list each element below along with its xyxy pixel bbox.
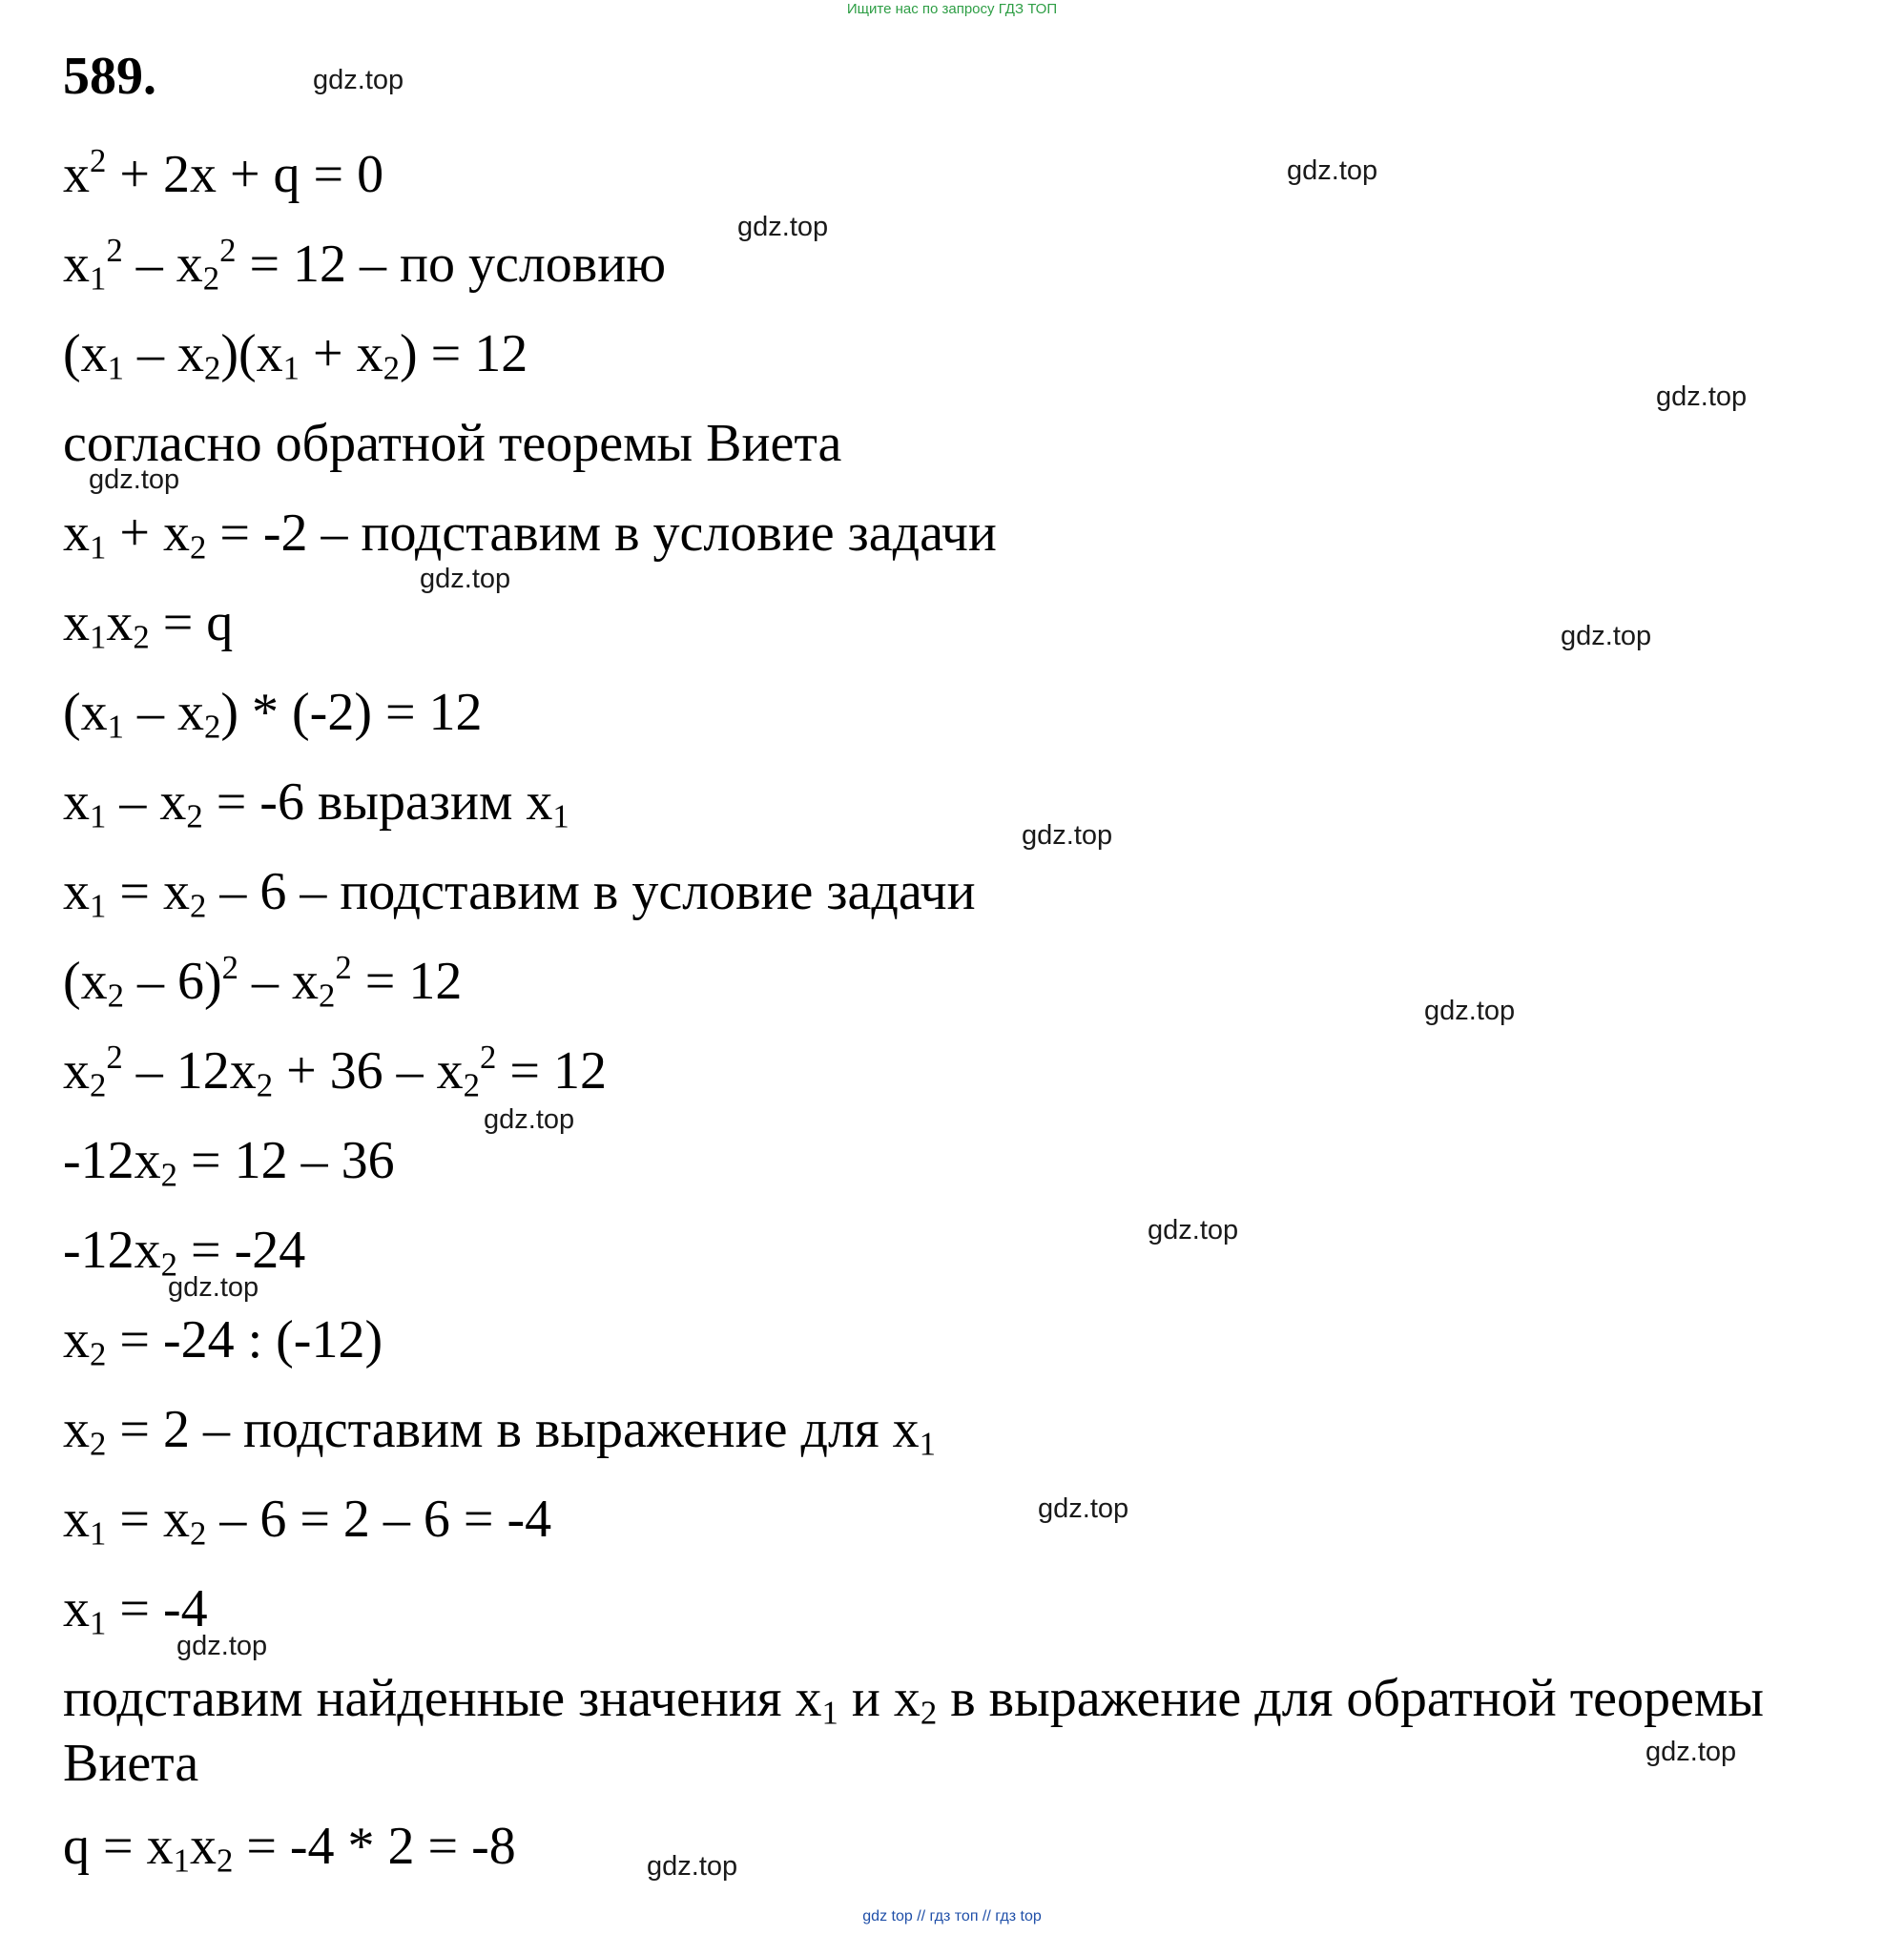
condition-line: $x_1^2 - x_2^2 = 12$ – по условию bbox=[63, 232, 667, 298]
expanded-line: $x_2^2 - 12x_2 + 36 - x_2^2 = 12$ bbox=[63, 1039, 607, 1104]
equation-line: $x^2 + 2x + q = 0$ bbox=[63, 142, 384, 204]
watermark: gdz.top bbox=[313, 65, 404, 95]
watermark: gdz.top bbox=[89, 464, 180, 495]
top-banner: Ищите нас по запросу ГДЗ ТОП bbox=[846, 1, 1058, 17]
watermark: gdz.top bbox=[1148, 1215, 1239, 1245]
watermark: gdz.top bbox=[1038, 1493, 1129, 1524]
watermark: gdz.top bbox=[1656, 381, 1748, 412]
watermark: gdz.top bbox=[484, 1104, 575, 1135]
final-text-line-1: подставим найденные значения $x_1$ и $x_2$ в выражение для обратной теоремы bbox=[63, 1669, 1764, 1732]
vieta-heading: согласно обратной теоремы Виета bbox=[63, 414, 842, 473]
watermark: gdz.top bbox=[1561, 621, 1652, 651]
product-line: $x_1x_2 = q$ bbox=[63, 593, 234, 656]
x2-result-line: $x_2 = 2$ – подставим в выражение для $x_1$ bbox=[63, 1400, 937, 1463]
factored-line: $(x_1 - x_2)(x_1 + x_2) = 12$ bbox=[63, 324, 528, 387]
difference-line: $x_1 - x_2 = -6$ выразим $x_1$ bbox=[63, 772, 569, 835]
x1-result-line: $x_1 = -4$ bbox=[63, 1579, 208, 1642]
footer: gdz top // гдз топ // гдз top bbox=[862, 1908, 1042, 1925]
final-text-line-2: Виета bbox=[63, 1734, 199, 1793]
expression-line: $x_1 = x_2 - 6$ – подставим в условие задачи bbox=[63, 862, 976, 925]
watermark: gdz.top bbox=[1424, 996, 1516, 1026]
linear-line-1: $-12x_2 = 12 - 36$ bbox=[63, 1131, 395, 1194]
square-line: $(x_2 - 6)^2 - x_2^2 = 12$ bbox=[63, 949, 463, 1015]
x1-calc-line: $x_1 = x_2 - 6 = 2 - 6 = -4$ bbox=[63, 1490, 552, 1553]
watermark: gdz.top bbox=[1645, 1737, 1737, 1767]
task-number: 589. bbox=[63, 47, 156, 106]
watermark: gdz.top bbox=[737, 212, 829, 242]
division-line: $x_2 = -24$ : (-12) bbox=[63, 1310, 383, 1373]
watermark: gdz.top bbox=[1022, 820, 1113, 851]
watermark: gdz.top bbox=[420, 564, 511, 594]
watermark: gdz.top bbox=[1287, 155, 1378, 186]
q-result-line: $q = x_1x_2 = -4 * 2 = -8$ bbox=[63, 1817, 516, 1880]
watermark: gdz.top bbox=[176, 1631, 268, 1661]
substitution-line: $(x_1 - x_2) * (-2) = 12$ bbox=[63, 683, 483, 746]
sum-line: $x_1 + x_2 = -2$ – подставим в условие задачи bbox=[63, 504, 997, 566]
watermark: gdz.top bbox=[647, 1851, 738, 1882]
linear-line-2: $-12x_2 = -24$ bbox=[63, 1221, 306, 1284]
watermark: gdz.top bbox=[168, 1272, 259, 1303]
